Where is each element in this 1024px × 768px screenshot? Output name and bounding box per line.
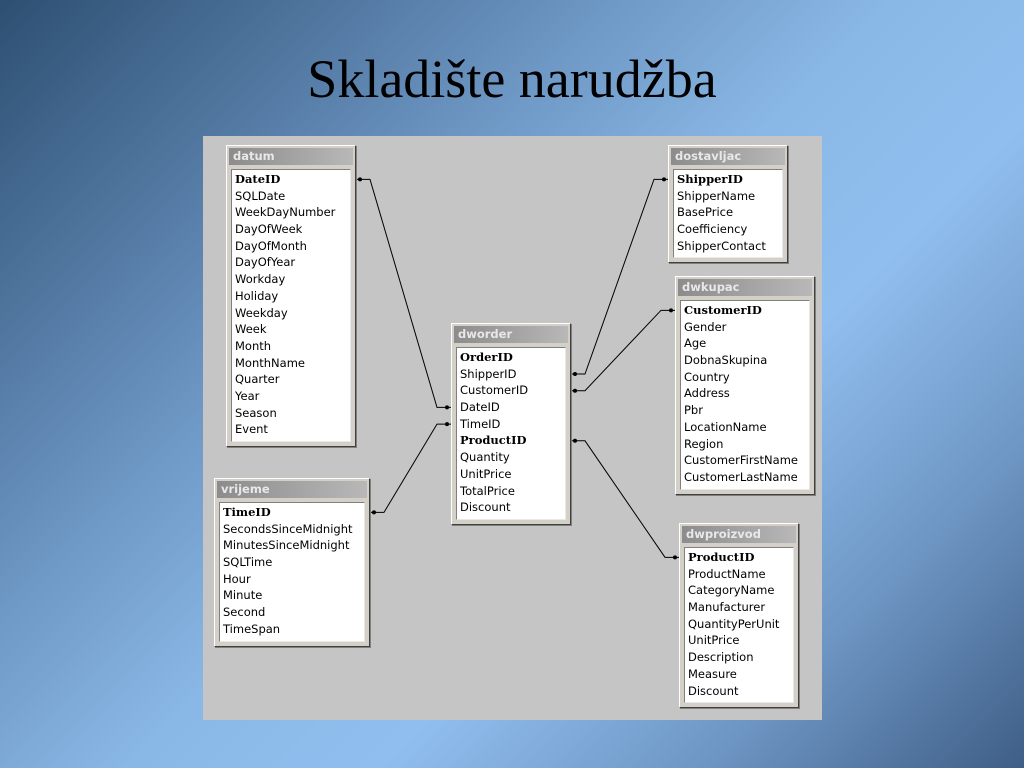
table-field[interactable]: DayOfMonth: [235, 238, 307, 253]
field-list: [684, 547, 794, 703]
table-title[interactable]: dostavljac: [671, 148, 785, 165]
primary-key-field[interactable]: DateID: [235, 172, 281, 186]
table-field[interactable]: SQLDate: [235, 188, 286, 203]
table-dwproizvod[interactable]: [679, 523, 799, 708]
table-title[interactable]: dwproizvod: [682, 526, 796, 543]
table-field[interactable]: Pbr: [684, 403, 703, 418]
table-field[interactable]: UnitPrice: [460, 466, 512, 481]
primary-key-field[interactable]: TimeID: [223, 505, 271, 519]
table-field[interactable]: Address: [684, 386, 730, 401]
table-dostavljac[interactable]: [668, 145, 788, 263]
table-field[interactable]: Discount: [460, 500, 511, 515]
table-field[interactable]: TotalPrice: [460, 483, 515, 498]
table-field[interactable]: Coefficiency: [677, 222, 748, 237]
table-field[interactable]: Manufacturer: [688, 600, 766, 615]
relationship-line: [571, 308, 675, 392]
table-field[interactable]: TimeID: [460, 416, 501, 431]
table-field[interactable]: Measure: [688, 666, 737, 681]
table-field[interactable]: Workday: [235, 272, 286, 287]
table-field[interactable]: ShipperID: [460, 366, 517, 381]
table-field[interactable]: UnitPrice: [688, 633, 740, 648]
table-field[interactable]: CategoryName: [688, 583, 775, 598]
table-dwkupac[interactable]: [675, 276, 815, 495]
relationship-line: [356, 177, 451, 409]
primary-key-field[interactable]: ProductID: [688, 550, 755, 564]
table-field[interactable]: SQLTime: [223, 555, 273, 570]
table-field[interactable]: Weekday: [235, 305, 288, 320]
table-title[interactable]: dworder: [454, 326, 568, 343]
field-list: [680, 300, 810, 490]
table-title[interactable]: dwkupac: [678, 279, 812, 296]
table-datum[interactable]: [226, 145, 356, 447]
table-title[interactable]: vrijeme: [217, 481, 367, 498]
field-list: [673, 169, 783, 258]
table-field[interactable]: Week: [235, 322, 267, 337]
table-field[interactable]: SecondsSinceMidnight: [223, 521, 353, 536]
relationship-line: [370, 422, 451, 514]
table-field[interactable]: Second: [223, 605, 266, 620]
connector-end: [573, 372, 577, 376]
table-field[interactable]: Description: [688, 650, 754, 665]
table-field[interactable]: CustomerFirstName: [684, 453, 798, 468]
table-field[interactable]: Hour: [223, 571, 251, 586]
table-field[interactable]: Month: [235, 338, 272, 353]
table-field[interactable]: Gender: [684, 319, 727, 334]
primary-key-field[interactable]: CustomerID: [684, 303, 762, 317]
table-field[interactable]: BasePrice: [677, 205, 734, 220]
table-vrijeme[interactable]: [214, 478, 370, 647]
field-list: [456, 347, 566, 520]
table-field[interactable]: Minute: [223, 588, 263, 603]
table-field[interactable]: Quantity: [460, 450, 510, 465]
connector-end: [673, 555, 677, 559]
connector-end: [445, 405, 449, 409]
table-field[interactable]: MinutesSinceMidnight: [223, 538, 350, 553]
table-field[interactable]: Season: [235, 405, 277, 420]
table-field[interactable]: TimeSpan: [223, 621, 281, 636]
connector-end: [358, 177, 362, 181]
table-field[interactable]: QuantityPerUnit: [688, 616, 780, 631]
table-field[interactable]: Age: [684, 336, 707, 351]
primary-key-field[interactable]: ShipperID: [677, 172, 743, 186]
table-field[interactable]: WeekDayNumber: [235, 205, 336, 220]
table-field[interactable]: DayOfYear: [235, 255, 296, 270]
table-field[interactable]: ShipperName: [677, 188, 756, 203]
connector-end: [573, 389, 577, 393]
connector-end: [372, 510, 376, 514]
primary-key-field[interactable]: OrderID: [460, 350, 513, 364]
table-field[interactable]: CustomerID: [460, 383, 529, 398]
table-field[interactable]: DobnaSkupina: [684, 353, 768, 368]
field-list: [231, 169, 351, 442]
field-list: [219, 502, 365, 642]
table-field[interactable]: Discount: [688, 683, 739, 698]
table-title[interactable]: datum: [229, 148, 353, 165]
table-field[interactable]: DayOfWeek: [235, 222, 303, 237]
table-field[interactable]: ShipperContact: [677, 238, 766, 253]
table-field[interactable]: Event: [235, 422, 268, 437]
table-dworder[interactable]: [451, 323, 571, 525]
table-field[interactable]: ProductName: [688, 566, 766, 581]
diagram-canvas: [203, 136, 822, 720]
slide-title: Skladište narudžba: [307, 49, 717, 109]
primary-key-field[interactable]: ProductID: [460, 433, 527, 448]
table-field[interactable]: DateID: [460, 400, 500, 415]
table-field[interactable]: Year: [235, 388, 260, 403]
table-field[interactable]: CustomerLastName: [684, 469, 798, 484]
table-field[interactable]: Quarter: [235, 372, 280, 387]
connector-end: [662, 177, 666, 181]
table-field[interactable]: LocationName: [684, 419, 767, 434]
table-field[interactable]: Country: [684, 369, 730, 384]
connector-end: [669, 308, 673, 312]
connector-end: [445, 422, 449, 426]
table-field[interactable]: MonthName: [235, 355, 305, 370]
connector-end: [573, 439, 577, 443]
relationship-line: [571, 177, 668, 376]
relationship-line: [571, 439, 679, 560]
table-field[interactable]: Region: [684, 436, 724, 451]
table-field[interactable]: Holiday: [235, 288, 279, 303]
